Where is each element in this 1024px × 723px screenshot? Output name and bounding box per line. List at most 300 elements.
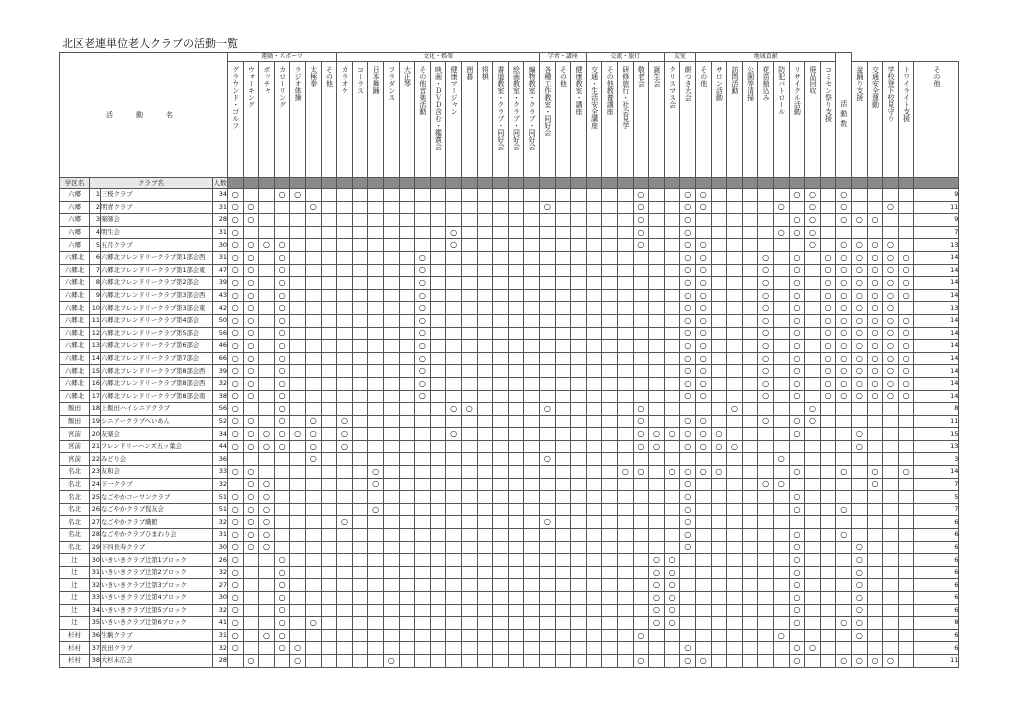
activity-mark-cell <box>461 415 477 428</box>
activity-mark-cell <box>368 201 384 214</box>
activity-mark-cell <box>399 554 415 567</box>
activity-mark-cell <box>524 201 540 214</box>
area-cell: 名北 <box>60 491 90 504</box>
activity-mark-cell <box>461 251 477 264</box>
activity-mark-cell <box>867 453 883 466</box>
activity-mark: ○ <box>808 214 816 224</box>
activity-mark-cell <box>571 327 587 340</box>
activity-mark: ○ <box>294 655 302 665</box>
activity-mark: ○ <box>808 202 816 212</box>
activity-mark-cell <box>649 239 665 252</box>
table-row <box>60 214 959 227</box>
activity-mark-cell <box>727 654 743 667</box>
activity-mark: ○ <box>653 580 660 590</box>
activity-mark-cell <box>727 617 743 630</box>
activity-mark: ○ <box>247 466 255 476</box>
activity-mark-cell <box>540 365 556 378</box>
activity-mark: ○ <box>387 655 395 665</box>
activity-mark: ○ <box>902 290 910 300</box>
activity-mark-cell <box>820 629 836 642</box>
activity-mark: ○ <box>247 655 255 665</box>
activity-mark-cell <box>586 403 602 416</box>
activity-count-cell: 7 <box>914 478 959 491</box>
activity-mark-cell <box>415 554 431 567</box>
activity-mark-cell <box>493 453 509 466</box>
activity-mark-cell <box>540 289 556 302</box>
activity-mark-cell <box>228 314 244 327</box>
activity-mark-cell <box>368 466 384 479</box>
activity-mark-cell <box>383 566 399 579</box>
column-header-filler <box>867 178 883 189</box>
activity-mark-cell <box>337 403 353 416</box>
activity-mark-cell <box>649 478 665 491</box>
members-cell: 31 <box>213 251 228 264</box>
activity-mark-cell <box>493 365 509 378</box>
activity-mark-cell <box>337 617 353 630</box>
activity-mark: ○ <box>887 353 895 363</box>
area-cell: 六郷北 <box>60 352 90 365</box>
activity-mark-cell <box>555 529 571 542</box>
activity-mark: ○ <box>902 252 910 262</box>
activity-mark: ○ <box>684 492 692 502</box>
activity-mark-cell <box>415 277 431 290</box>
activity-mark-cell <box>898 239 914 252</box>
activity-mark: ○ <box>808 240 816 250</box>
activity-name: 交通安全運動 <box>871 65 880 108</box>
activity-name: ウォーキング <box>247 65 256 108</box>
area-cell: 六郷北 <box>60 377 90 390</box>
activity-mark-cell <box>898 654 914 667</box>
activity-mark-cell <box>571 390 587 403</box>
activity-mark-cell <box>727 365 743 378</box>
activity-mark-cell <box>259 365 275 378</box>
club-number-cell: 26 <box>90 503 101 516</box>
activity-mark-cell <box>773 415 789 428</box>
activity-mark: ○ <box>824 303 832 313</box>
activity-mark-cell <box>352 201 368 214</box>
area-cell: 宮前 <box>60 453 90 466</box>
activity-mark-cell <box>540 516 556 529</box>
activity-mark: ○ <box>871 366 879 376</box>
club-name-cell: 六郷北フレンドリークラブ第2部会 <box>101 277 213 290</box>
activity-mark-cell <box>368 226 384 239</box>
activity-mark: ○ <box>637 466 645 476</box>
activity-mark: ○ <box>824 353 832 363</box>
activity-mark: ○ <box>653 429 660 439</box>
activity-mark-cell <box>493 415 509 428</box>
activity-mark-cell <box>758 642 774 655</box>
activity-mark-cell <box>758 629 774 642</box>
activity-mark-cell <box>243 189 259 202</box>
activity-mark-cell <box>711 239 727 252</box>
activity-mark-cell <box>758 478 774 491</box>
activity-mark-cell <box>352 352 368 365</box>
activity-mark-cell <box>742 428 758 441</box>
activity-mark-cell <box>789 516 805 529</box>
activity-mark-cell <box>259 226 275 239</box>
activity-mark-cell <box>789 503 805 516</box>
activity-mark-cell <box>383 529 399 542</box>
table-row <box>60 466 959 479</box>
activity-mark: ○ <box>855 328 863 338</box>
column-header-filler <box>664 178 680 189</box>
activity-mark: ○ <box>247 542 255 552</box>
activity-mark-cell <box>274 264 290 277</box>
activity-mark-cell <box>383 554 399 567</box>
activity-mark: ○ <box>543 202 551 212</box>
activity-mark-cell <box>321 365 337 378</box>
activity-mark-cell <box>540 478 556 491</box>
activity-mark-cell <box>430 592 446 605</box>
activity-mark: ○ <box>699 290 707 300</box>
activity-mark-cell <box>383 579 399 592</box>
activity-mark: ○ <box>247 315 255 325</box>
column-header-filler <box>618 178 634 189</box>
activity-mark-cell <box>243 327 259 340</box>
activity-mark-cell <box>649 579 665 592</box>
activity-name: 誕生会 <box>653 65 661 87</box>
activity-mark-cell <box>243 440 259 453</box>
activity-mark-cell <box>618 352 634 365</box>
activity-mark-cell <box>602 314 618 327</box>
members-cell: 46 <box>213 340 228 353</box>
activity-mark: ○ <box>684 542 692 552</box>
activity-mark-cell <box>602 592 618 605</box>
activity-mark-cell <box>337 251 353 264</box>
activity-mark-cell <box>446 642 462 655</box>
activity-mark-cell <box>508 579 524 592</box>
activity-mark-cell <box>228 327 244 340</box>
activity-mark-cell <box>618 415 634 428</box>
activity-mark-cell <box>508 592 524 605</box>
activity-mark: ○ <box>278 189 286 199</box>
activity-mark-cell <box>493 201 509 214</box>
activity-mark-cell <box>415 592 431 605</box>
activity-mark-cell <box>789 617 805 630</box>
members-cell: 39 <box>213 365 228 378</box>
activity-mark-cell <box>461 604 477 617</box>
activity-mark-cell <box>352 453 368 466</box>
activity-mark-cell <box>758 314 774 327</box>
activity-mark-cell <box>446 604 462 617</box>
activity-mark-cell <box>773 554 789 567</box>
club-name-cell: 明生会 <box>101 226 213 239</box>
activity-mark: ○ <box>231 441 239 451</box>
activity-mark-cell <box>867 264 883 277</box>
activity-mark: ○ <box>340 517 348 527</box>
activity-mark-cell <box>383 403 399 416</box>
activity-mark-cell <box>883 466 899 479</box>
activity-mark-cell <box>773 604 789 617</box>
table-row <box>60 390 959 403</box>
activity-mark-cell <box>742 529 758 542</box>
activity-mark-cell <box>508 453 524 466</box>
activity-mark-cell <box>228 226 244 239</box>
activity-mark-cell <box>758 579 774 592</box>
activity-mark-cell <box>727 566 743 579</box>
activity-mark-cell <box>493 642 509 655</box>
activity-mark-cell <box>305 592 321 605</box>
activity-mark-cell <box>274 415 290 428</box>
activity-mark: ○ <box>887 277 895 287</box>
activity-mark: ○ <box>793 315 801 325</box>
activity-mark-cell <box>602 390 618 403</box>
activity-mark-cell <box>571 239 587 252</box>
activity-name: その他音楽活動 <box>418 65 427 115</box>
activity-count-cell: 7 <box>914 226 959 239</box>
activity-mark-cell <box>259 579 275 592</box>
activity-header <box>680 62 696 178</box>
area-cell: 六郷 <box>60 201 90 214</box>
activity-mark-cell <box>228 289 244 302</box>
activity-mark-cell <box>883 503 899 516</box>
activity-mark-cell <box>228 251 244 264</box>
activity-mark-cell <box>430 541 446 554</box>
activity-mark: ○ <box>840 617 848 627</box>
activity-mark-cell <box>415 453 431 466</box>
activity-mark-cell <box>305 629 321 642</box>
members-cell: 56 <box>213 327 228 340</box>
activity-mark-cell <box>243 491 259 504</box>
activity-mark-cell <box>789 629 805 642</box>
activity-mark-cell <box>820 617 836 630</box>
activity-mark-cell <box>633 189 649 202</box>
club-name-cell: いきいきクラブ辻第6ブロック <box>101 617 213 630</box>
activity-mark-cell <box>368 629 384 642</box>
activity-mark-cell <box>696 340 712 353</box>
activity-mark-cell <box>540 377 556 390</box>
activity-mark-cell <box>477 327 493 340</box>
activity-mark-cell <box>633 377 649 390</box>
activity-mark-cell <box>758 352 774 365</box>
activity-mark-cell <box>867 491 883 504</box>
activity-mark-cell <box>305 201 321 214</box>
activity-mark-cell <box>259 239 275 252</box>
activity-mark-cell <box>883 327 899 340</box>
activity-mark-cell <box>664 352 680 365</box>
activity-mark-cell <box>290 201 306 214</box>
activity-mark-cell <box>430 554 446 567</box>
activity-mark-cell <box>711 428 727 441</box>
column-header-filler <box>773 178 789 189</box>
activity-mark-cell <box>477 516 493 529</box>
activity-mark: ○ <box>418 290 426 300</box>
activity-mark-cell <box>836 415 852 428</box>
activity-mark: ○ <box>715 466 723 476</box>
activity-mark-cell <box>633 604 649 617</box>
activity-mark-cell <box>727 352 743 365</box>
activity-mark-cell <box>555 566 571 579</box>
activity-mark-cell <box>696 579 712 592</box>
activity-mark-cell <box>228 579 244 592</box>
activity-mark-cell <box>352 314 368 327</box>
activity-mark-cell <box>805 503 821 516</box>
activity-mark: ○ <box>840 655 848 665</box>
activity-mark-cell <box>243 617 259 630</box>
column-header-filler <box>789 178 805 189</box>
activity-mark-cell <box>243 365 259 378</box>
activity-mark-cell <box>259 491 275 504</box>
activity-mark-cell <box>461 629 477 642</box>
activity-mark-cell <box>898 327 914 340</box>
activity-mark: ○ <box>793 353 801 363</box>
activity-mark-cell <box>352 340 368 353</box>
activity-mark-cell <box>430 189 446 202</box>
activity-mark-cell <box>415 503 431 516</box>
activity-mark: ○ <box>887 265 895 275</box>
members-cell: 44 <box>213 440 228 453</box>
activity-mark-cell <box>602 554 618 567</box>
activity-mark-cell <box>290 377 306 390</box>
activity-mark-cell <box>664 365 680 378</box>
activity-mark-cell <box>321 440 337 453</box>
activity-mark-cell <box>883 239 899 252</box>
activity-mark: ○ <box>793 542 801 552</box>
activity-mark-cell <box>711 365 727 378</box>
activity-mark-cell <box>773 629 789 642</box>
activity-mark-cell <box>602 503 618 516</box>
activity-mark-cell <box>337 629 353 642</box>
activity-mark-cell <box>805 277 821 290</box>
column-header-filler <box>274 178 290 189</box>
activity-mark-cell <box>633 629 649 642</box>
activity-mark-cell <box>446 629 462 642</box>
activity-mark-cell <box>883 529 899 542</box>
activity-mark-cell <box>867 566 883 579</box>
activity-mark-cell <box>664 440 680 453</box>
activity-mark: ○ <box>653 567 660 577</box>
activity-header <box>259 62 275 178</box>
activity-mark: ○ <box>231 517 239 527</box>
activity-mark-cell <box>680 428 696 441</box>
activity-mark-cell <box>383 214 399 227</box>
activity-mark-cell <box>555 453 571 466</box>
activity-mark-cell <box>399 592 415 605</box>
activity-mark-cell <box>352 277 368 290</box>
activity-mark-cell <box>524 629 540 642</box>
activity-mark: ○ <box>715 429 723 439</box>
column-header-filler <box>711 178 727 189</box>
activity-mark-cell <box>898 302 914 315</box>
activity-mark-cell <box>228 654 244 667</box>
activity-name: 研修旅行・社会見学 <box>621 65 630 129</box>
activity-mark: ○ <box>294 189 302 199</box>
activity-mark-cell <box>852 264 868 277</box>
activity-mark-cell <box>337 189 353 202</box>
activity-mark-cell <box>852 440 868 453</box>
activity-mark-cell <box>664 289 680 302</box>
activity-mark-cell <box>493 554 509 567</box>
activity-mark-cell <box>571 554 587 567</box>
activity-mark-cell <box>618 478 634 491</box>
activity-mark-cell <box>727 604 743 617</box>
activity-mark-cell <box>243 503 259 516</box>
activity-mark-cell <box>508 226 524 239</box>
activity-mark: ○ <box>855 630 863 640</box>
area-cell: 辻 <box>60 554 90 567</box>
activity-mark-cell <box>680 629 696 642</box>
activity-mark-cell <box>446 226 462 239</box>
activity-mark-cell <box>664 189 680 202</box>
activity-mark: ○ <box>247 214 255 224</box>
activity-mark-cell <box>228 629 244 642</box>
activity-mark-cell <box>852 340 868 353</box>
activity-mark-cell <box>727 642 743 655</box>
activity-mark-cell <box>555 277 571 290</box>
activity-mark-cell <box>430 390 446 403</box>
members-cell: 30 <box>213 592 228 605</box>
activity-mark-cell <box>337 352 353 365</box>
activity-mark-cell <box>259 554 275 567</box>
activity-mark-cell <box>820 554 836 567</box>
activity-mark-cell <box>742 377 758 390</box>
activity-mark-cell <box>477 264 493 277</box>
activity-mark-cell <box>820 365 836 378</box>
activity-mark-cell <box>290 592 306 605</box>
activity-mark-cell <box>680 642 696 655</box>
activity-count-cell: 6 <box>914 516 959 529</box>
activity-mark: ○ <box>902 353 910 363</box>
activity-mark-cell <box>259 566 275 579</box>
column-header-filler <box>305 178 321 189</box>
activity-mark-cell <box>446 491 462 504</box>
activity-mark-cell <box>773 503 789 516</box>
activity-mark: ○ <box>855 555 863 565</box>
activity-mark-cell <box>259 516 275 529</box>
activity-mark-cell <box>430 617 446 630</box>
activity-mark-cell <box>337 226 353 239</box>
activity-mark-cell <box>430 264 446 277</box>
activity-mark-cell <box>773 453 789 466</box>
activity-mark-cell <box>883 352 899 365</box>
activity-mark-cell <box>508 428 524 441</box>
activity-mark: ○ <box>902 466 910 476</box>
members-cell: 32 <box>213 604 228 617</box>
activity-mark-cell <box>898 377 914 390</box>
activity-mark-cell <box>461 554 477 567</box>
activity-mark: ○ <box>840 290 848 300</box>
activity-mark-cell <box>430 478 446 491</box>
activity-mark-cell <box>649 289 665 302</box>
activity-mark-cell <box>586 289 602 302</box>
activity-mark-cell <box>415 226 431 239</box>
activity-mark-cell <box>586 226 602 239</box>
activity-mark-cell <box>618 302 634 315</box>
activity-mark: ○ <box>653 605 660 615</box>
activity-mark: ○ <box>902 277 910 287</box>
activity-mark-cell <box>555 541 571 554</box>
activity-mark: ○ <box>668 592 676 602</box>
activity-mark: ○ <box>777 202 785 212</box>
activity-mark-cell <box>368 566 384 579</box>
activity-mark-cell <box>618 289 634 302</box>
activity-mark-cell <box>727 289 743 302</box>
activity-mark: ○ <box>231 542 239 552</box>
activity-mark-cell <box>664 340 680 353</box>
activity-mark-cell <box>461 491 477 504</box>
activity-mark-cell <box>758 302 774 315</box>
activity-mark-cell <box>321 415 337 428</box>
activity-header <box>914 62 959 178</box>
activity-mark-cell <box>352 554 368 567</box>
activity-mark-cell <box>305 377 321 390</box>
activity-mark-cell <box>430 377 446 390</box>
activity-mark-cell <box>274 491 290 504</box>
activity-mark-cell <box>368 516 384 529</box>
activity-mark-cell <box>368 453 384 466</box>
activity-mark-cell <box>773 251 789 264</box>
activity-mark-cell <box>228 214 244 227</box>
